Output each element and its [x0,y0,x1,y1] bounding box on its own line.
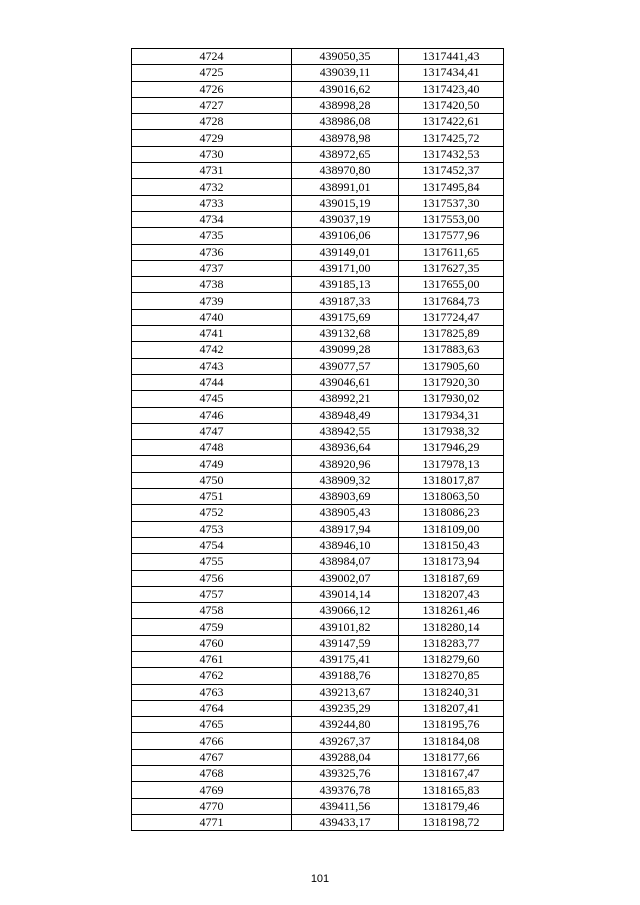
x-coordinate-cell: 439101,82 [292,619,399,635]
y-coordinate-cell: 1318283,77 [399,635,504,651]
table-row [132,717,504,733]
table-row [132,195,504,211]
table-row [132,374,504,390]
point-number-cell: 4729 [132,130,292,146]
x-coordinate-cell: 439433,17 [292,814,399,830]
y-coordinate-cell: 1318167,47 [399,766,504,782]
x-coordinate-cell: 439002,07 [292,570,399,586]
y-coordinate-cell: 1318184,08 [399,733,504,749]
table-row [132,651,504,667]
point-number-cell: 4758 [132,603,292,619]
point-number-cell: 4730 [132,146,292,162]
table-row [132,489,504,505]
x-coordinate-cell: 438909,32 [292,472,399,488]
x-coordinate-cell: 438991,01 [292,179,399,195]
x-coordinate-cell: 439213,67 [292,684,399,700]
y-coordinate-cell: 1317627,35 [399,260,504,276]
x-coordinate-cell: 439187,33 [292,293,399,309]
y-coordinate-cell: 1318179,46 [399,798,504,814]
point-number-cell: 4771 [132,814,292,830]
point-number-cell: 4725 [132,65,292,81]
y-coordinate-cell: 1317441,43 [399,49,504,65]
y-coordinate-cell: 1317553,00 [399,211,504,227]
point-number-cell: 4745 [132,391,292,407]
point-number-cell: 4737 [132,260,292,276]
y-coordinate-cell: 1317495,84 [399,179,504,195]
table-row [132,766,504,782]
y-coordinate-cell: 1318109,00 [399,521,504,537]
x-coordinate-cell: 438942,55 [292,423,399,439]
table-row [132,342,504,358]
point-number-cell: 4724 [132,49,292,65]
table-row [132,114,504,130]
table-row [132,619,504,635]
point-number-cell: 4736 [132,244,292,260]
x-coordinate-cell: 438903,69 [292,489,399,505]
x-coordinate-cell: 439046,61 [292,374,399,390]
x-coordinate-cell: 438998,28 [292,97,399,113]
table-row [132,440,504,456]
table-row [132,65,504,81]
point-number-cell: 4757 [132,586,292,602]
x-coordinate-cell: 439411,56 [292,798,399,814]
point-number-cell: 4741 [132,326,292,342]
x-coordinate-cell: 439016,62 [292,81,399,97]
x-coordinate-cell: 439175,69 [292,309,399,325]
y-coordinate-cell: 1318086,23 [399,505,504,521]
y-coordinate-cell: 1318261,46 [399,603,504,619]
y-coordinate-cell: 1317420,50 [399,97,504,113]
table-row [132,97,504,113]
y-coordinate-cell: 1317432,53 [399,146,504,162]
table-row [132,603,504,619]
table-row [132,179,504,195]
x-coordinate-cell: 439288,04 [292,749,399,765]
point-number-cell: 4750 [132,472,292,488]
table-row [132,407,504,423]
table-row [132,358,504,374]
table-row [132,700,504,716]
table-row [132,537,504,553]
y-coordinate-cell: 1318198,72 [399,814,504,830]
y-coordinate-cell: 1317946,29 [399,440,504,456]
point-number-cell: 4744 [132,374,292,390]
x-coordinate-cell: 439267,37 [292,733,399,749]
table-row [132,49,504,65]
y-coordinate-cell: 1318187,69 [399,570,504,586]
y-coordinate-cell: 1318280,14 [399,619,504,635]
y-coordinate-cell: 1317920,30 [399,374,504,390]
x-coordinate-cell: 438972,65 [292,146,399,162]
y-coordinate-cell: 1318173,94 [399,554,504,570]
table-row [132,81,504,97]
table-row [132,163,504,179]
coordinates-table [131,48,504,831]
table-row [132,472,504,488]
table-row [132,146,504,162]
point-number-cell: 4743 [132,358,292,374]
y-coordinate-cell: 1318165,83 [399,782,504,798]
y-coordinate-cell: 1317577,96 [399,228,504,244]
y-coordinate-cell: 1318177,66 [399,749,504,765]
x-coordinate-cell: 439185,13 [292,277,399,293]
table-row [132,456,504,472]
y-coordinate-cell: 1317611,65 [399,244,504,260]
page-number: 101 [310,873,330,885]
x-coordinate-cell: 439099,28 [292,342,399,358]
point-number-cell: 4761 [132,651,292,667]
point-number-cell: 4766 [132,733,292,749]
point-number-cell: 4767 [132,749,292,765]
y-coordinate-cell: 1317422,61 [399,114,504,130]
table-row [132,521,504,537]
coordinates-table-body [132,49,504,831]
table-row [132,244,504,260]
table-row [132,570,504,586]
y-coordinate-cell: 1317905,60 [399,358,504,374]
point-number-cell: 4748 [132,440,292,456]
x-coordinate-cell: 438978,98 [292,130,399,146]
table-row [132,211,504,227]
point-number-cell: 4735 [132,228,292,244]
x-coordinate-cell: 438948,49 [292,407,399,423]
y-coordinate-cell: 1318240,31 [399,684,504,700]
y-coordinate-cell: 1317825,89 [399,326,504,342]
x-coordinate-cell: 439037,19 [292,211,399,227]
table-row [132,668,504,684]
x-coordinate-cell: 438917,94 [292,521,399,537]
y-coordinate-cell: 1317434,41 [399,65,504,81]
y-coordinate-cell: 1317930,02 [399,391,504,407]
point-number-cell: 4733 [132,195,292,211]
y-coordinate-cell: 1318063,50 [399,489,504,505]
x-coordinate-cell: 439244,80 [292,717,399,733]
table-row [132,635,504,651]
table-row [132,391,504,407]
table-row [132,684,504,700]
point-number-cell: 4728 [132,114,292,130]
x-coordinate-cell: 439039,11 [292,65,399,81]
x-coordinate-cell: 439077,57 [292,358,399,374]
table-row [132,326,504,342]
x-coordinate-cell: 439050,35 [292,49,399,65]
y-coordinate-cell: 1317655,00 [399,277,504,293]
y-coordinate-cell: 1317425,72 [399,130,504,146]
point-number-cell: 4755 [132,554,292,570]
y-coordinate-cell: 1317684,73 [399,293,504,309]
x-coordinate-cell: 439015,19 [292,195,399,211]
point-number-cell: 4738 [132,277,292,293]
point-number-cell: 4759 [132,619,292,635]
point-number-cell: 4740 [132,309,292,325]
table-row [132,749,504,765]
x-coordinate-cell: 438946,10 [292,537,399,553]
y-coordinate-cell: 1318207,43 [399,586,504,602]
x-coordinate-cell: 439376,78 [292,782,399,798]
point-number-cell: 4746 [132,407,292,423]
point-number-cell: 4769 [132,782,292,798]
x-coordinate-cell: 438970,80 [292,163,399,179]
x-coordinate-cell: 439147,59 [292,635,399,651]
point-number-cell: 4747 [132,423,292,439]
x-coordinate-cell: 439106,06 [292,228,399,244]
point-number-cell: 4739 [132,293,292,309]
x-coordinate-cell: 439132,68 [292,326,399,342]
y-coordinate-cell: 1318195,76 [399,717,504,733]
y-coordinate-cell: 1318017,87 [399,472,504,488]
point-number-cell: 4763 [132,684,292,700]
point-number-cell: 4753 [132,521,292,537]
y-coordinate-cell: 1317978,13 [399,456,504,472]
x-coordinate-cell: 438920,96 [292,456,399,472]
y-coordinate-cell: 1318207,41 [399,700,504,716]
x-coordinate-cell: 438936,64 [292,440,399,456]
point-number-cell: 4770 [132,798,292,814]
table-row [132,554,504,570]
point-number-cell: 4727 [132,97,292,113]
table-row [132,277,504,293]
x-coordinate-cell: 439014,14 [292,586,399,602]
x-coordinate-cell: 439066,12 [292,603,399,619]
y-coordinate-cell: 1317934,31 [399,407,504,423]
table-row [132,309,504,325]
point-number-cell: 4760 [132,635,292,651]
point-number-cell: 4752 [132,505,292,521]
y-coordinate-cell: 1318279,60 [399,651,504,667]
table-row [132,228,504,244]
table-row [132,814,504,830]
point-number-cell: 4734 [132,211,292,227]
point-number-cell: 4731 [132,163,292,179]
y-coordinate-cell: 1317938,32 [399,423,504,439]
x-coordinate-cell: 439235,29 [292,700,399,716]
table-row [132,293,504,309]
table-row [132,505,504,521]
point-number-cell: 4742 [132,342,292,358]
point-number-cell: 4756 [132,570,292,586]
point-number-cell: 4751 [132,489,292,505]
y-coordinate-cell: 1318270,85 [399,668,504,684]
table-row [132,782,504,798]
point-number-cell: 4764 [132,700,292,716]
x-coordinate-cell: 439188,76 [292,668,399,684]
table-row [132,260,504,276]
x-coordinate-cell: 438984,07 [292,554,399,570]
y-coordinate-cell: 1317537,30 [399,195,504,211]
x-coordinate-cell: 439171,00 [292,260,399,276]
point-number-cell: 4768 [132,766,292,782]
point-number-cell: 4732 [132,179,292,195]
table-row [132,130,504,146]
point-number-cell: 4754 [132,537,292,553]
point-number-cell: 4726 [132,81,292,97]
x-coordinate-cell: 438986,08 [292,114,399,130]
x-coordinate-cell: 439175,41 [292,651,399,667]
y-coordinate-cell: 1317423,40 [399,81,504,97]
point-number-cell: 4749 [132,456,292,472]
x-coordinate-cell: 439325,76 [292,766,399,782]
y-coordinate-cell: 1317452,37 [399,163,504,179]
x-coordinate-cell: 439149,01 [292,244,399,260]
y-coordinate-cell: 1317883,63 [399,342,504,358]
x-coordinate-cell: 438905,43 [292,505,399,521]
y-coordinate-cell: 1318150,43 [399,537,504,553]
y-coordinate-cell: 1317724,47 [399,309,504,325]
table-row [132,423,504,439]
point-number-cell: 4762 [132,668,292,684]
table-row [132,798,504,814]
x-coordinate-cell: 438992,21 [292,391,399,407]
point-number-cell: 4765 [132,717,292,733]
table-row [132,586,504,602]
table-row [132,733,504,749]
